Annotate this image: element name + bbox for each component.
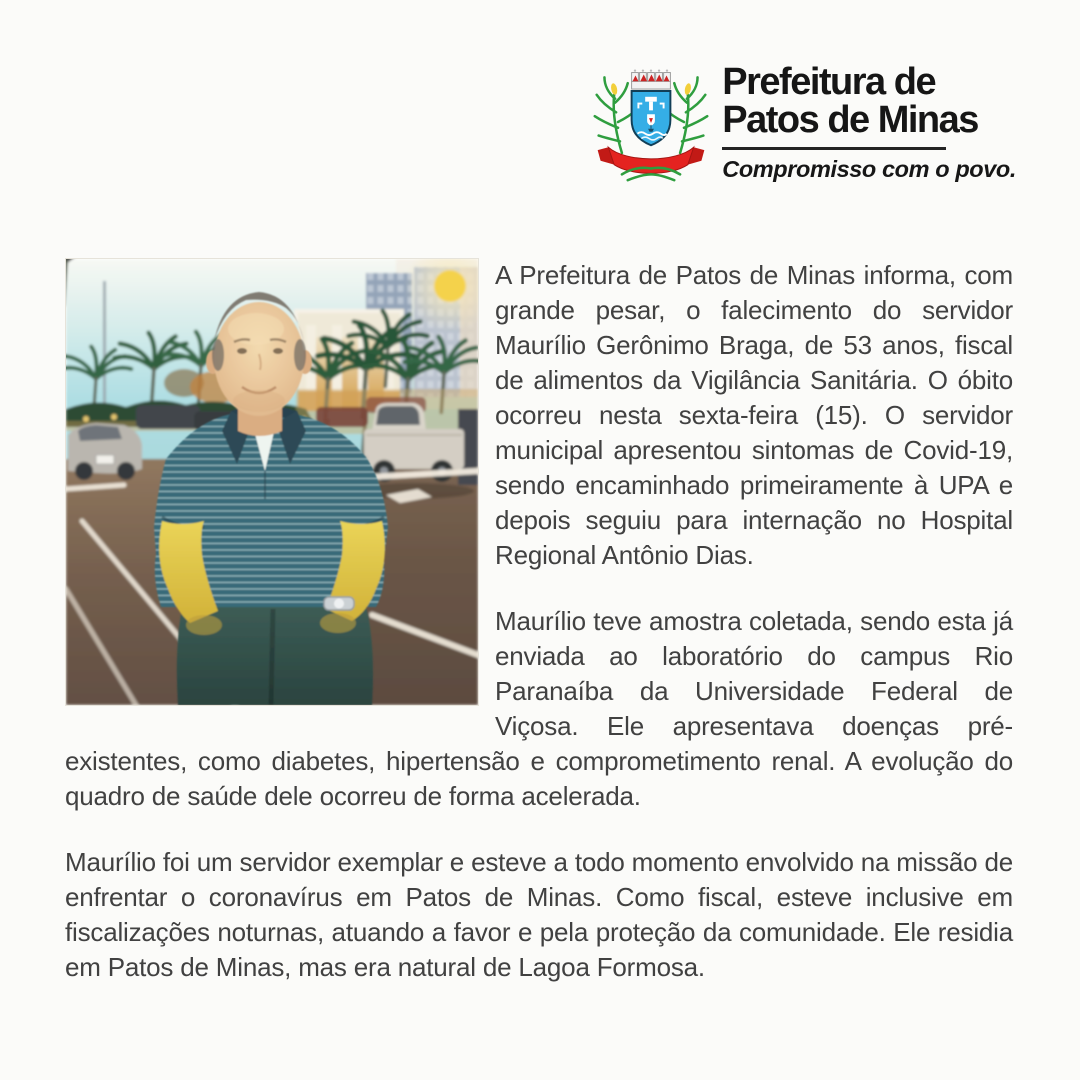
paragraph-3: Maurílio foi um servidor exemplar e esteve a todo momento envolvido na missão de enfrentar o coronavírus em Patos de Minas. Como fiscal, esteve inclusive em fiscalizações noturnas, atuando a favor e pela proteção da comunidade. Ele residia em Patos de Minas, mas era natural de Lagoa Formosa. — [65, 847, 1013, 982]
brand-divider — [722, 147, 946, 150]
header-logo — [592, 57, 1016, 186]
city-crest-icon — [592, 58, 710, 186]
brand-text-block — [722, 57, 1016, 183]
brand-title-line2: Patos de Minas — [722, 99, 978, 141]
brand-tagline: Compromisso com o povo. — [722, 156, 1016, 182]
employee-photo — [65, 258, 477, 704]
paragraph-1: A Prefeitura de Patos de Minas informa, com grande pesar, o falecimento do servidor Maurílio Gerônimo Braga, de 53 anos, fiscal de alimentos da Vigilância Sanitária. O óbito ocorreu nesta sexta-feira (15). O servidor municipal apresentou sintomas de Covid-19, sendo encaminhado primeiramente à UPA e depois seguiu para internação no Hospital Regional Antônio Dias. — [495, 260, 1013, 570]
crest-crown — [632, 69, 671, 89]
crest-shield — [632, 91, 671, 145]
article — [65, 258, 1013, 1016]
brand-title-line1: Prefeitura de — [722, 61, 936, 103]
crest-bottom-leaves — [622, 168, 680, 180]
paragraph-2: Maurílio teve amostra coletada, sendo esta já enviada ao laboratório do campus Rio Paranaíba da Universidade Federal de Viçosa. Ele apresentava doenças pré-existentes, como diabetes, hipertensão e comprometimento renal. A evolução do quadro de saúde dele ocorreu de forma acelerada. — [65, 606, 1013, 811]
